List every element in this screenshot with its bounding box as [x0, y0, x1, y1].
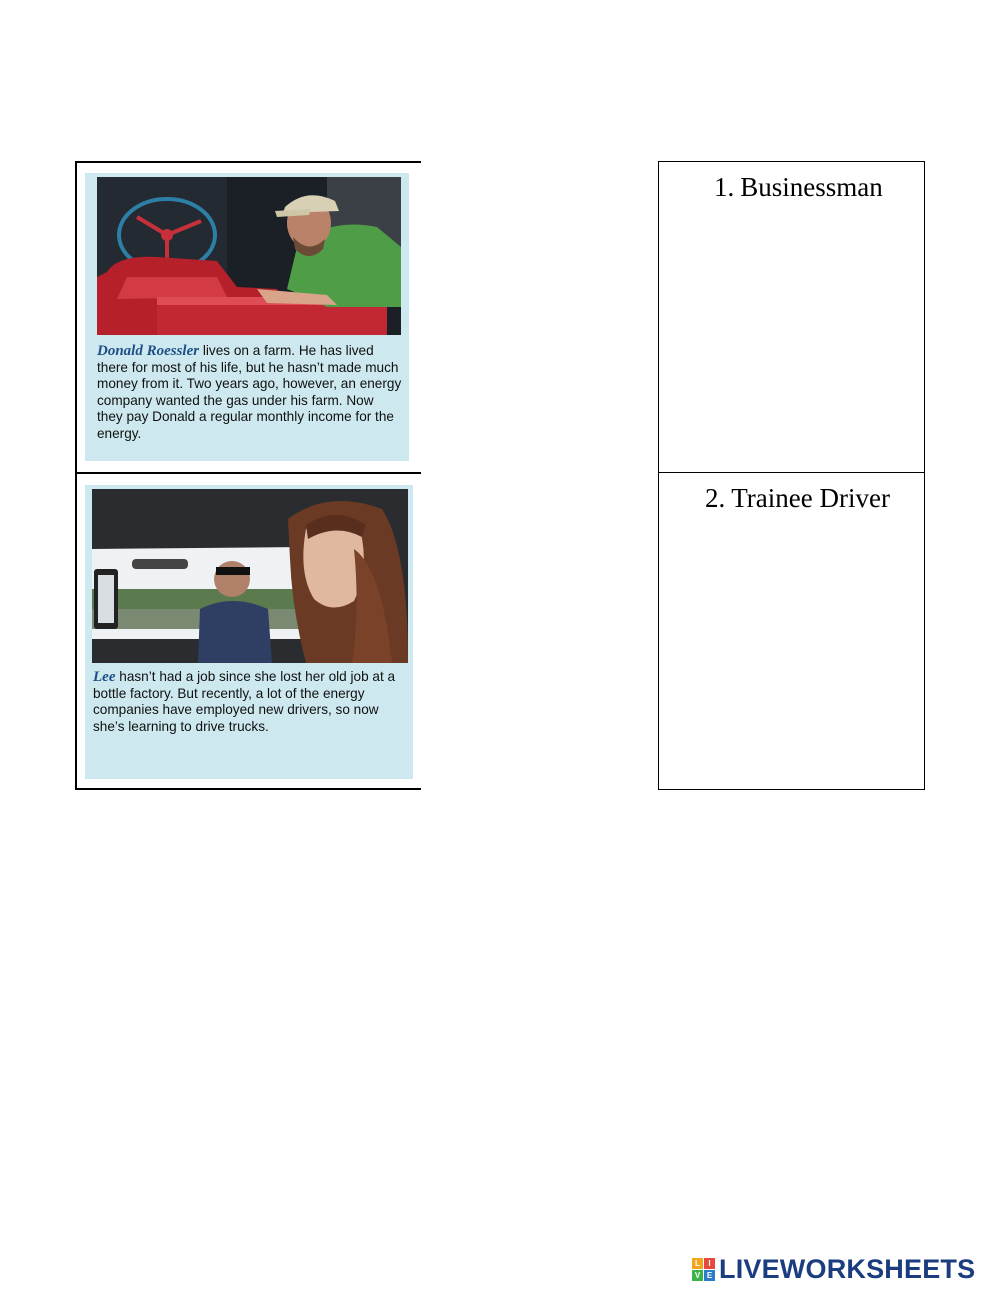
answer-label — [705, 483, 890, 514]
profile-caption — [97, 343, 403, 443]
logo-mark-letter: L — [692, 1258, 703, 1269]
profile-name: Lee — [93, 669, 116, 685]
table-left-border — [75, 161, 77, 789]
profile-name: Donald Roessler — [97, 343, 200, 359]
profile-description: hasn’t had a job since she lost her old job at a bottle factory. But recently, a lot of the energy companies have employed new drivers, so now she’s learning to drive trucks. — [93, 669, 396, 734]
table-bottom-border — [75, 788, 421, 790]
profile-card-donald — [85, 173, 409, 461]
logo-mark-icon — [692, 1258, 715, 1281]
liveworksheets-logo — [692, 1253, 975, 1285]
profile-card-lee — [85, 485, 413, 779]
profile-table — [75, 161, 421, 789]
answer-box-1[interactable] — [658, 161, 925, 474]
table-row-divider — [75, 472, 421, 474]
logo-text: LIVEWORKSHEETS — [719, 1253, 976, 1284]
table-top-border — [75, 161, 421, 163]
answer-box-2[interactable] — [658, 472, 925, 790]
answer-number: 1. — [714, 172, 735, 202]
profile-description: lives on a farm. He has lived there for most of his life, but he hasn’t made much money from it. Two years ago, however, an energy company wanted the gas under his farm. Now they pay Donald a regular monthly income for the energy. — [97, 343, 402, 441]
logo-mark-letter: I — [704, 1258, 715, 1269]
truck-cab-photo — [92, 489, 408, 663]
answer-label — [714, 172, 883, 203]
answer-text: Trainee Driver — [731, 483, 890, 513]
profile-caption — [93, 669, 405, 735]
logo-mark-letter: E — [704, 1270, 715, 1281]
answer-number: 2. — [705, 483, 726, 513]
answer-text: Businessman — [740, 172, 883, 202]
farmer-photo — [97, 177, 401, 335]
logo-mark-letter: V — [692, 1270, 703, 1281]
